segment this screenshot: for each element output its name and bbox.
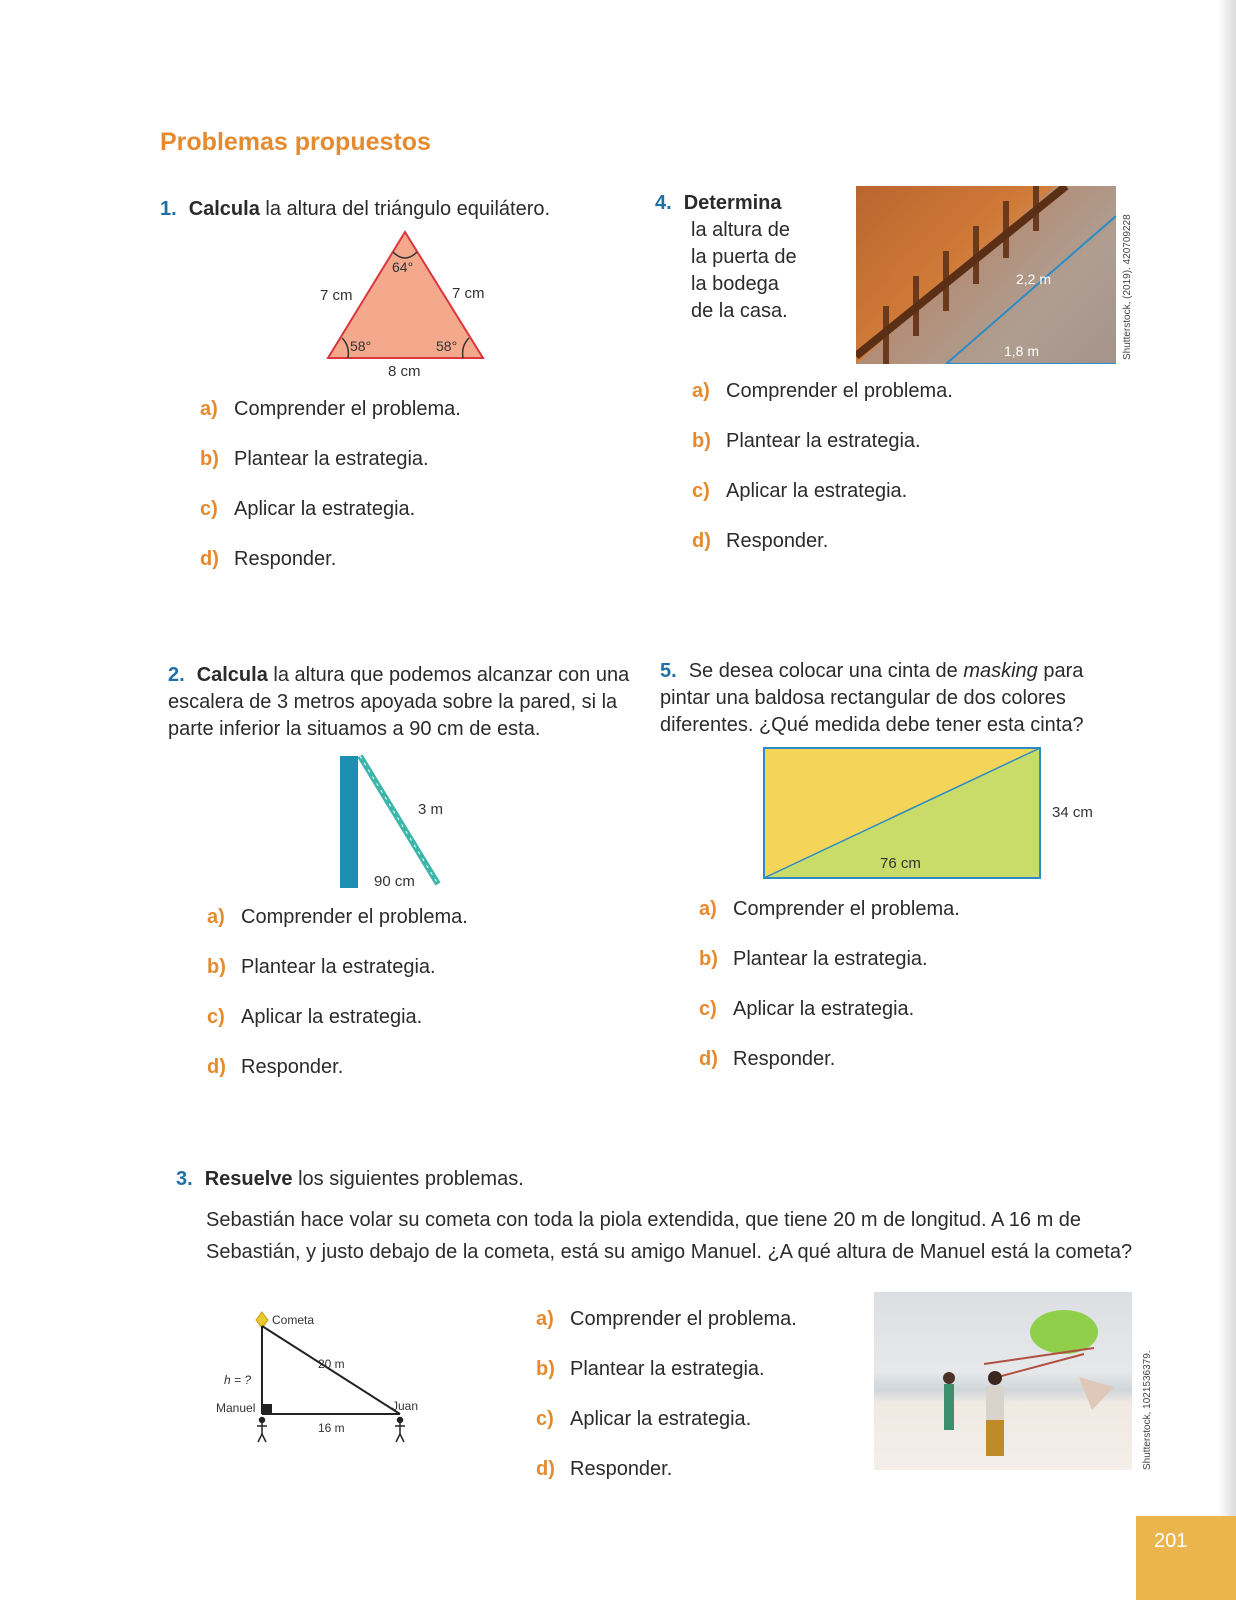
beach-kite-photo — [874, 1292, 1132, 1470]
problem-4-number: 4. — [655, 192, 672, 214]
problem-3-statement — [176, 1166, 876, 1193]
problem-2-number: 2. — [168, 664, 185, 686]
problem-3-steps — [536, 1306, 797, 1506]
ladder-label: 3 m — [418, 801, 444, 818]
wall-shape — [340, 756, 358, 888]
tile-width-label: 76 cm — [880, 855, 921, 872]
step-item: c) Aplicar la estrategia. — [699, 998, 915, 1020]
staircase-photo — [856, 186, 1116, 364]
problem-1-text: la altura del triángulo equilátero. — [265, 198, 551, 220]
problem-2-steps — [207, 904, 468, 1104]
problem-3-number: 3. — [176, 1168, 193, 1190]
right-angle-marker — [262, 1404, 272, 1414]
problem-4-steps — [692, 378, 953, 578]
problem-5-number: 5. — [660, 660, 677, 682]
juan-label: Juan — [392, 1399, 419, 1413]
problem-5-text-before: Se desea colocar una cinta de — [688, 660, 958, 682]
step-item: a) Comprender el problema. — [692, 380, 953, 402]
step-item: c) Aplicar la estrategia. — [692, 480, 908, 502]
photo-credit: Shutterstock, (2019). 420709228 — [1122, 214, 1133, 360]
beach-overlay — [874, 1292, 1132, 1470]
tile-figure — [762, 746, 1102, 882]
photo-credit: Shutterstock, 1021536379. — [1142, 1350, 1153, 1470]
height-label: h = ? — [224, 1373, 252, 1387]
diagonal-label: 2,2 m — [1016, 271, 1052, 287]
problem-4-verb: Determina — [683, 192, 782, 214]
problem-1-statement — [160, 196, 580, 223]
string-label: 20 m — [318, 1357, 345, 1371]
page-number: 201 — [1136, 1516, 1236, 1600]
left-side-label: 7 cm — [320, 287, 353, 304]
section-title: Problemas propuestos — [160, 128, 431, 156]
problem-5-text-after: para pintar una baldosa rectangular de dos colores diferentes. ¿Qué medida debe tener esta cinta? — [660, 660, 1084, 736]
problem-4-text: la altura de la puerta de la bodega de la casa. — [691, 219, 797, 322]
step-item: a) Comprender el problema. — [536, 1308, 797, 1330]
step-item: a) Comprender el problema. — [699, 898, 960, 920]
problem-3-verb: Resuelve — [204, 1168, 293, 1190]
problem-3-intro: Sebastián hace volar su cometa con toda la piola extendida, que tiene 20 m de longitud. A 16 m de Sebastián, y justo debajo de la cometa, está su amigo Manuel. ¿A qué altura de Manuel está la cometa? — [206, 1209, 1133, 1263]
problem-2-statement — [168, 662, 638, 743]
step-item: b) Plantear la estrategia. — [207, 956, 436, 978]
left-angle-label: 58° — [350, 338, 372, 354]
problem-5-statement — [660, 658, 1130, 739]
step-item: d) Responder. — [200, 548, 337, 570]
step-item: d) Responder. — [699, 1048, 836, 1070]
step-item: b) Plantear la estrategia. — [536, 1358, 765, 1380]
ladder-figure — [330, 754, 470, 894]
kite-icon — [256, 1312, 268, 1328]
kite-label: Cometa — [272, 1313, 315, 1327]
ladder-base-label: 90 cm — [374, 873, 415, 890]
top-angle-label: 64° — [392, 259, 414, 275]
problem-3-text: los siguientes problemas. — [298, 1168, 524, 1190]
photo-base-label: 1,8 m — [1004, 343, 1040, 359]
base-distance-label: 16 m — [318, 1421, 345, 1435]
problem-5-emphasis: masking — [963, 660, 1038, 682]
problem-2-text: la altura que podemos alcanzar con una escalera de 3 metros apoyada sobre la pared, si la parte inferior la situamos a 90 cm de esta. — [168, 664, 630, 740]
page-edge-shadow — [1218, 0, 1236, 1600]
step-item: d) Responder. — [536, 1458, 673, 1480]
staircase-overlay — [856, 186, 1116, 364]
kite-figure — [214, 1310, 434, 1460]
manuel-figure-icon — [257, 1418, 267, 1443]
step-item: d) Responder. — [692, 530, 829, 552]
problem-2-verb: Calcula — [196, 664, 268, 686]
step-item: b) Plantear la estrategia. — [692, 430, 921, 452]
problem-4-statement — [655, 190, 805, 325]
problem-1-verb: Calcula — [188, 198, 260, 220]
right-side-label: 7 cm — [452, 285, 485, 302]
manuel-label: Manuel — [216, 1401, 256, 1415]
right-angle-label: 58° — [436, 338, 458, 354]
step-item: c) Aplicar la estrategia. — [207, 1006, 423, 1028]
problem-1-steps — [200, 396, 461, 596]
tile-height-label: 34 cm — [1052, 804, 1093, 821]
problem-1-number: 1. — [160, 198, 177, 220]
problem-5-steps — [699, 896, 960, 1096]
step-item: a) Comprender el problema. — [207, 906, 468, 928]
step-item: d) Responder. — [207, 1056, 344, 1078]
step-item: b) Plantear la estrategia. — [699, 948, 928, 970]
equilateral-triangle-figure — [310, 228, 500, 384]
juan-figure-icon — [395, 1418, 405, 1443]
base-label: 8 cm — [388, 363, 421, 380]
step-item: c) Aplicar la estrategia. — [536, 1408, 752, 1430]
step-item: b) Plantear la estrategia. — [200, 448, 429, 470]
step-item: a) Comprender el problema. — [200, 398, 461, 420]
step-item: c) Aplicar la estrategia. — [200, 498, 416, 520]
